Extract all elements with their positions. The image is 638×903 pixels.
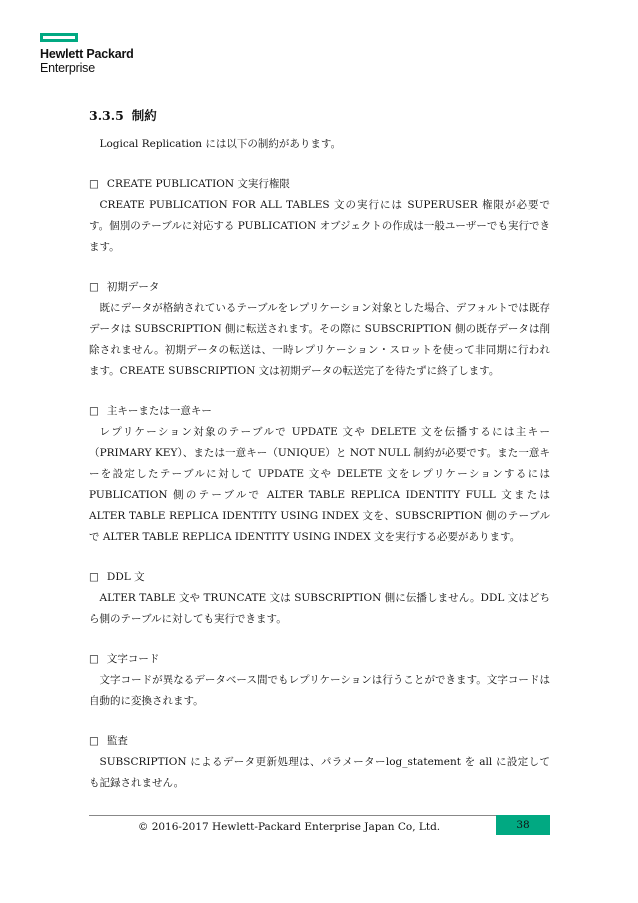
constraint-title-text: 監査 [106,735,128,747]
constraint-body: 文字コードが異なるデータベース間でもレプリケーションは行うことができます。文字コードは自動的に変換されます。 [89,674,550,707]
constraint-body: SUBSCRIPTION によるデータ更新処理は、パラメーターlog_statement を all に設定しても記録されません。 [89,756,550,789]
constraint-block-initial-data [89,277,550,382]
constraint-title-text: DDL 文 [106,571,145,583]
checkbox-square-icon: □ [89,653,99,665]
section-intro: Logical Replication には以下の制約があります。 [99,138,342,150]
constraint-title-text: 文字コード [106,653,160,665]
constraint-title [89,649,550,670]
section-title: 制約 [131,108,157,123]
constraint-block-encoding [89,649,550,712]
constraint-title-text: CREATE PUBLICATION 文実行権限 [106,178,290,190]
checkbox-square-icon: □ [89,735,99,747]
checkbox-square-icon: □ [89,178,99,190]
constraint-block-publication-privilege [89,174,550,258]
constraint-block-ddl [89,567,550,630]
checkbox-square-icon: □ [89,571,99,583]
constraint-block-audit [89,731,550,794]
checkbox-square-icon: □ [89,281,99,293]
section-number: 3.3.5 [89,108,124,123]
logo-text-line2: Enterprise [40,61,95,75]
constraint-title [89,277,550,298]
constraint-title [89,731,550,752]
document-body [89,108,550,794]
constraint-body: ALTER TABLE 文や TRUNCATE 文は SUBSCRIPTION 側に伝播しません。DDL 文はどちら側のテーブルに対しても実行できます。 [89,592,550,625]
section-heading [89,108,550,124]
checkbox-square-icon: □ [89,405,99,417]
constraint-block-primary-key [89,401,550,548]
constraint-title [89,401,550,422]
hpe-logo-mark [40,33,78,42]
constraint-title [89,567,550,588]
logo-text-line1: Hewlett Packard [40,47,134,61]
hpe-logo [40,33,134,75]
constraint-title [89,174,550,195]
constraint-title-text: 初期データ [106,281,160,293]
constraint-body: CREATE PUBLICATION FOR ALL TABLES 文の実行には SUPERUSER 権限が必要です。個別のテーブルに対応する PUBLICATION オブジェクトの作成は一般ユーザーでも実行できます。 [89,199,550,253]
page-number: 38 [496,815,550,835]
constraint-body: レプリケーション対象のテーブルで UPDATE 文や DELETE 文を伝播するには主キー（PRIMARY KEY）、または一意キー（UNIQUE）と NOT NULL 制約が必要です。また一意キーを設定したテーブルに対して UPDATE 文や DELETE 文をレプリケーションするには PUBLICATION 側のテーブルで ALTER TABLE REPLICA IDENTITY FULL 文または ALTER TABLE REPLICA IDENTITY USING INDEX 文を、SUBSCRIPTION 側のテーブルで ALTER TABLE REPLICA IDENTITY USING INDEX 文を実行する必要があります。 [89,426,550,543]
footer-divider [89,815,550,816]
footer-copyright: © 2016-2017 Hewlett-Packard Enterprise Japan Co, Ltd. [137,821,441,833]
constraint-title-text: 主キーまたは一意キー [106,405,212,417]
constraint-body: 既にデータが格納されているテーブルをレプリケーション対象とした場合、デフォルトでは既存データは SUBSCRIPTION 側に転送されます。その際に SUBSCRIPTION 側の既存データは削除されません。初期データの転送は、一時レプリケーション・スロットを使って非同期に行われます。CREATE SUBSCRIPTION 文は初期データの転送完了を待たずに終了します。 [89,302,550,377]
